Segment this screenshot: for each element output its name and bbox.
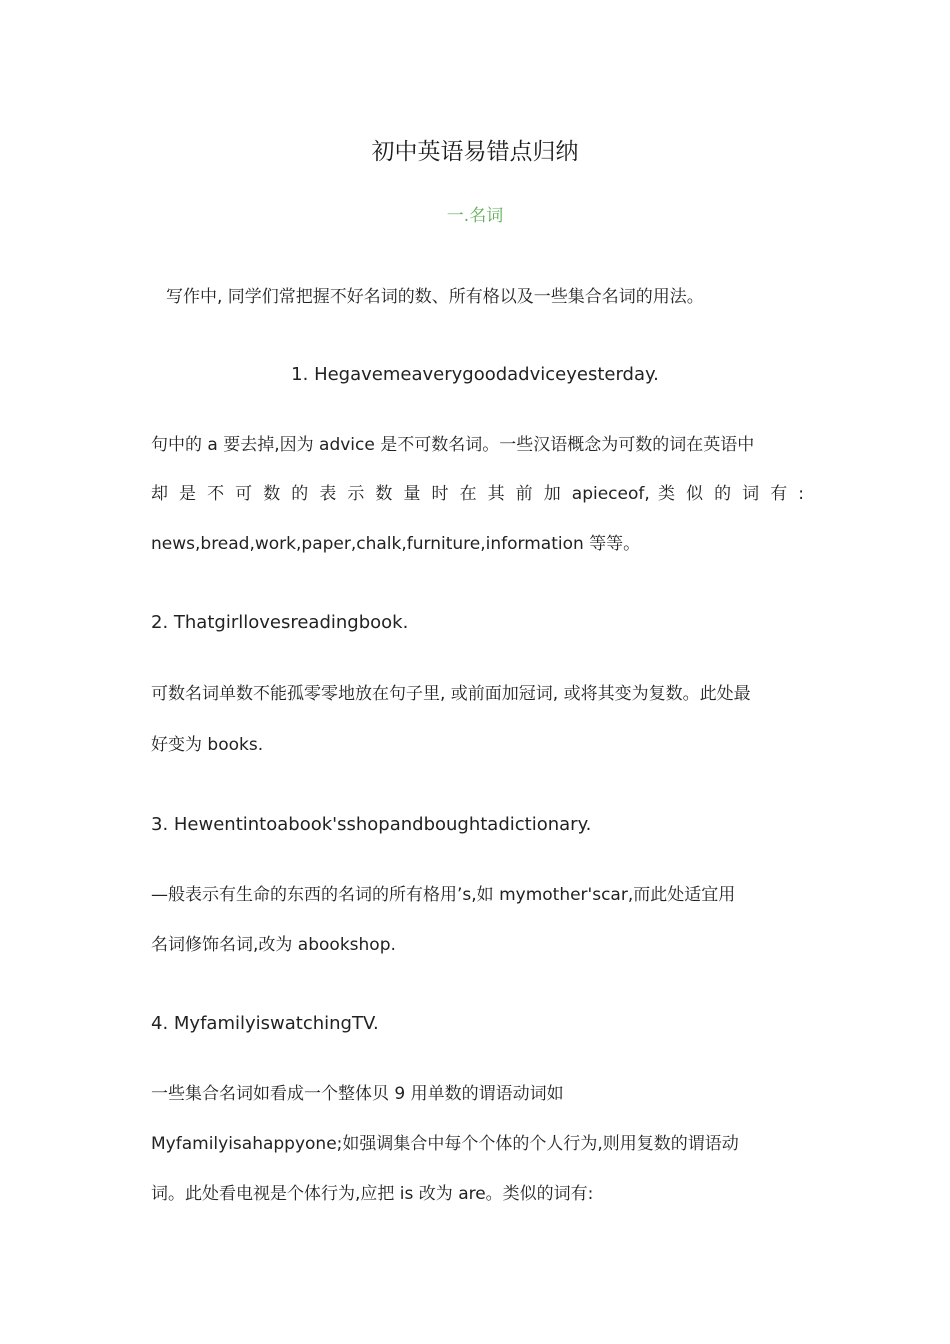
section-heading: 一.名词 (446, 206, 504, 226)
example-sentence-1: 1. Hegavemeaverygoodadviceyesterday. (291, 364, 659, 385)
explanation-4-line-3: 词。此处看电视是个体行为,应把 is 改为 are。类似的词有: (151, 1184, 594, 1204)
explanation-1-line-2: 却 是 不 可 数 的 表 示 数 量 时 在 其 前 加 apieceof, 类 似 的 词 有 : (151, 484, 804, 504)
example-sentence-4: 4. MyfamilyiswatchingTV. (151, 1013, 379, 1034)
explanation-1-line-3: news,bread,work,paper,chalk,furniture,information 等等。 (151, 534, 641, 554)
explanation-2-line-2: 好变为 books. (151, 735, 264, 755)
example-sentence-2: 2. Thatgirllovesreadingbook. (151, 612, 409, 633)
explanation-3-line-1: —般表示有生命的东西的名词的所有格用’s,如 mymother'scar,而此处适宜用 (151, 885, 736, 905)
intro-paragraph: 写作中, 同学们常把握不好名词的数、所有格以及一些集合名词的用法。 (166, 287, 704, 307)
document-title: 初中英语易错点归纳 (371, 139, 579, 165)
explanation-1-line-1: 句中的 a 要去掉,因为 advice 是不可数名词。一些汉语概念为可数的词在英语中 (151, 435, 755, 455)
explanation-3-line-2: 名词修饰名词,改为 abookshop. (151, 935, 396, 955)
explanation-2-line-1: 可数名词单数不能孤零零地放在句子里, 或前面加冠词, 或将其变为复数。此处最 (151, 684, 751, 704)
explanation-4-line-2: Myfamilyisahappyone;如强调集合中每个个体的个人行为,则用复数的谓语动 (151, 1134, 739, 1154)
example-sentence-3: 3. Hewentintoabook'sshopandboughtadictionary. (151, 814, 592, 835)
explanation-4-line-1: 一些集合名词如看成一个整体贝 9 用单数的谓语动词如 (151, 1084, 564, 1104)
